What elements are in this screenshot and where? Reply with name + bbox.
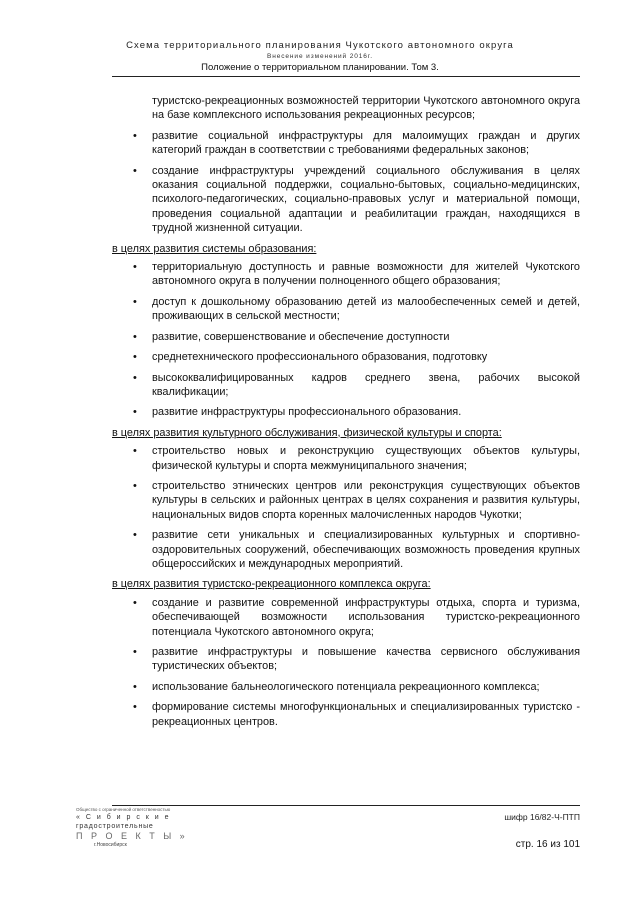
org-name-line1: « С и б и р с к и е	[76, 814, 171, 821]
list-item: • развитие инфраструктуры и повышение качества сервисного обслуживания туристических объектов;	[133, 646, 580, 673]
list-item: • территориальную доступность и равные возможности для жителей Чукотского автономного округа в получении полноценного общего образования;	[133, 261, 580, 288]
list-item: • строительство новых и реконструкцию существующих объектов культуры, физической культуры и спорта межмуниципального значения;	[133, 445, 580, 472]
bullet-icon: •	[133, 295, 137, 308]
list-item: • создание инфраструктуры учреждений социального обслуживания в целях оказания социальной поддержки, социально-бытовых, социально-медицинских, психолого-педагогических, социально-правовых услуг и материальной помощи, проведения социальной адаптации и реабилитации граждан, находящихся в трудной жизненной ситуации.	[133, 164, 580, 235]
list-item: • доступ к дошкольному образованию детей из малообеспеченных семей и детей, проживающих в сельской местности;	[133, 295, 580, 323]
bullet-icon: •	[133, 529, 137, 542]
bullet-list-social	[112, 129, 580, 236]
bullet-list-culture	[112, 444, 580, 571]
list-item: • формирование системы многофункциональных и специализированных туристско - рекреационных центров.	[133, 701, 580, 728]
list-item: • развитие социальной инфраструктуры для малоимущих граждан и других категорий граждан в соответствии с требованиями федеральных законов;	[133, 129, 580, 157]
bullet-icon: •	[133, 406, 137, 419]
bullet-list-tourism	[112, 596, 580, 729]
list-item: • развитие сети уникальных и специализированных культурных и спортивно-оздоровительных сооружений, обеспечивающих возможность проведения крупных общероссийских и международных мероприятий.	[133, 529, 580, 570]
page-header	[0, 40, 640, 74]
header-volume: Положение о территориальном планировании. Том 3.	[201, 62, 439, 73]
footer-divider	[112, 805, 580, 806]
bullet-icon: •	[133, 164, 137, 177]
bullet-icon: •	[133, 479, 137, 492]
bullet-list-education	[112, 260, 580, 420]
bullet-icon: •	[133, 261, 137, 274]
header-revision: Внесение изменений 2016г.	[267, 53, 373, 60]
header-divider	[112, 76, 580, 77]
list-item: • высококвалифицированных кадров среднего звена, рабочих высокой квалификации;	[133, 371, 580, 398]
section-heading-culture: в целях развития культурного обслуживания, физической культуры и спорта:	[112, 426, 502, 439]
org-city: г.Новосибирск	[94, 842, 127, 848]
bullet-icon: •	[133, 351, 137, 364]
section-heading-education: в целях развития системы образования:	[112, 242, 317, 255]
bullet-icon: •	[133, 371, 137, 384]
org-legal-form: Общество с ограниченной ответственностью	[76, 807, 171, 812]
bullet-icon: •	[133, 330, 137, 343]
bullet-icon: •	[133, 596, 137, 609]
organization-logo	[76, 807, 206, 849]
list-item: • строительство этнических центров или реконструкция существующих объектов культуры в сельских и районных центрах в целях сохранения и развития культуры, национальных видов спорта коренных малочисленных народов Чукотки;	[133, 479, 580, 521]
continuation-text: туристско-рекреационных возможностей территории Чукотского автономного округа на базе комплексного использования рекреационных ресурсов;	[152, 95, 580, 122]
bullet-icon: •	[133, 445, 137, 458]
document-cipher: шифр 16/82-Ч-ПТП	[504, 812, 580, 822]
org-name-line3: П Р О Е К Т Ы »	[76, 831, 188, 841]
page-number: стр. 16 из 101	[515, 839, 580, 850]
list-item: • развитие, совершенствование и обеспечение доступности	[133, 330, 450, 343]
bullet-icon: •	[133, 701, 137, 714]
list-item: • среднетехнического профессионального образования, подготовку	[133, 351, 488, 364]
bullet-icon: •	[133, 680, 137, 693]
list-item: • использование бальнеологического потенциала рекреационного комплекса;	[133, 680, 540, 693]
header-title: Схема территориального планирования Чукотского автономного округа	[126, 40, 514, 51]
section-heading-tourism: в целях развития туристско-рекреационного комплекса округа:	[112, 578, 431, 591]
bullet-icon: •	[133, 646, 137, 658]
main-content	[112, 94, 580, 735]
list-item: • создание и развитие современной инфраструктуры отдыха, спорта и туризма, обеспечивающей возможности использования туристско-рекреационного потенциала Чукотского автономного округа;	[133, 596, 580, 638]
bullet-icon: •	[133, 129, 137, 142]
list-item: • развитие инфраструктуры профессионального образования.	[133, 406, 462, 419]
org-name-line2: градостроительные	[76, 823, 154, 830]
